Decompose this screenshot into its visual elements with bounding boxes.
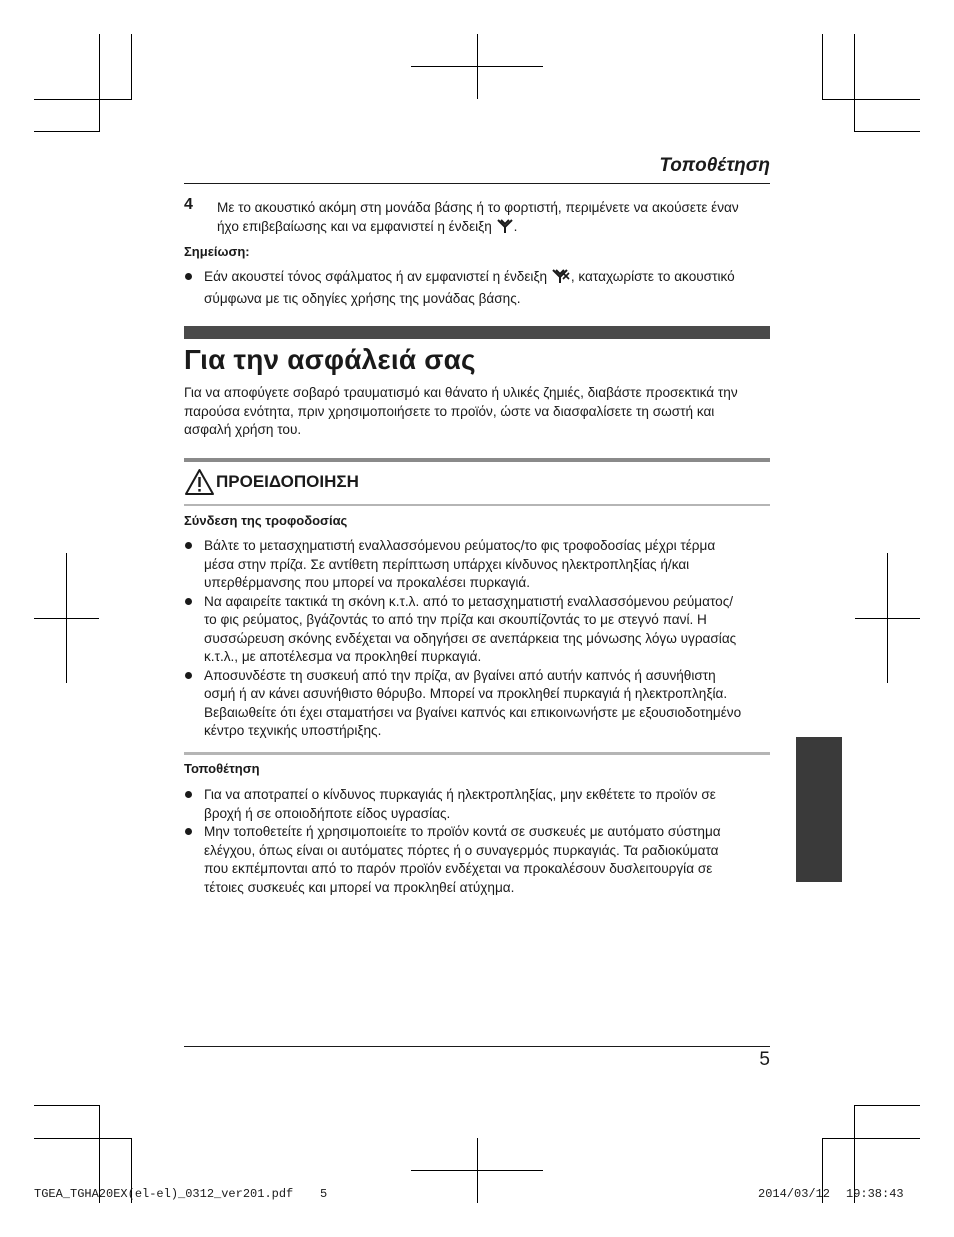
print-date: 2014/03/12 — [758, 1187, 831, 1201]
installation-heading: Τοποθέτηση — [184, 761, 260, 776]
power-heading: Σύνδεση της τροφοδοσίας — [184, 513, 348, 528]
bullet-icon — [185, 828, 192, 835]
warning-label: ΠΡΟΕΙΔΟΠΟΙΗΣΗ — [216, 472, 359, 491]
print-file: TGEA_TGHA20EX(el-el)_0312_ver201.pdf — [34, 1187, 294, 1201]
print-time: 19:38:43 — [846, 1187, 904, 1201]
footer-rule — [184, 1046, 770, 1047]
warning-triangle-icon — [184, 468, 215, 501]
warning-bottom-rule — [184, 504, 770, 506]
power-list — [184, 537, 774, 741]
step-line-2: ήχο επιβεβαίωσης και να εμφανιστεί η ένδειξη . — [217, 218, 777, 240]
list-item: Να αφαιρείτε τακτικά τη σκόνη κ.τ.λ. από το μετασχηματιστή εναλλασσόμενου ρεύματος/ το φις ρεύματος, βγάζοντάς το από την πρίζα και σκουπίζοντάς το με στεγνό πανί. Η συσσώρευση σκόνης ενδέχεται να οδηγήσει σε ανεπάρκεια της μόνωσης λόγω υγρασίας κ.τ.λ., με αποτέλεσμα να προκληθεί πυρκαγιά. — [184, 593, 774, 667]
intro-line: ασφαλή χρήση του. — [184, 422, 302, 437]
list-item: Αποσυνδέστε τη συσκευή από την πρίζα, αν βγαίνει από αυτήν καπνός ή ασυνήθιστη οσμή ή αν κάνει ασυνήθιστο θόρυβο. Μπορεί να προκληθεί πυρκαγιά ή ηλεκτροπληξία. Βεβαιωθείτε ότι έχει σταματήσει να βγαίνει καπνός και επικοινωνήστε με εξουσιοδοτημένο κέντρο τεχνικής υποστήριξης. — [184, 667, 774, 741]
list-item: Για να αποτραπεί ο κίνδυνος πυρκαγιάς ή ηλεκτροπληξίας, μην εκθέτετε το προϊόν σε βροχή ή σε οποιοδήποτε είδος υγρασίας. — [184, 786, 774, 823]
bullet-icon — [185, 598, 192, 605]
header-rule — [184, 183, 770, 184]
page-number: 5 — [759, 1049, 770, 1070]
subsection-rule — [184, 752, 770, 755]
section-title: Για την ασφάλειά σας — [184, 344, 476, 375]
step-text — [217, 199, 777, 239]
installation-list — [184, 786, 774, 897]
note-label: Σημείωση: — [184, 244, 250, 259]
antenna-icon — [497, 218, 513, 240]
bullet-icon — [185, 791, 192, 798]
intro-line: παρούσα ενότητα, πριν χρησιμοποιήσετε το προϊόν, ώστε να διασφαλίσετε τη σωστή και — [184, 403, 715, 419]
list-item: Μην τοποθετείτε ή χρησιμοποιείτε το προϊόν κοντά σε συσκευές με αυτόματο σύστημα ελέγχου, όπως είναι οι αυτόματες πόρτες ή ο συναγερμός πυρκαγιάς. Τα ραδιοκύματα που εκπέμπονται από το παρόν προϊόν ενδέχεται να προκαλέσουν δυσλειτουργία σε τέτοιες συσκευές και μπορεί να προκληθεί ατύχημα. — [184, 823, 774, 897]
bullet-icon — [185, 273, 192, 280]
list-item: Εάν ακουστεί τόνος σφάλματος ή αν εμφανιστεί η ένδειξη , καταχωρίστε το ακουστικό σύμφωνα με τις οδηγίες χρήσης της μονάδας βάσης. — [184, 268, 774, 308]
bullet-icon — [185, 672, 192, 679]
note-list — [184, 268, 774, 308]
print-page: 5 — [320, 1187, 328, 1201]
step-line-1: Με το ακουστικό ακόμη στη μονάδα βάσης ή το φορτιστή, περιμένετε να ακούσετε έναν — [217, 200, 739, 215]
warning-top-rule — [184, 458, 770, 462]
step-number: 4 — [184, 196, 193, 213]
safety-intro — [184, 384, 774, 440]
bullet-icon — [185, 542, 192, 549]
running-header: Τοποθέτηση — [659, 155, 770, 176]
list-item: Βάλτε το μετασχηματιστή εναλλασσόμενου ρεύματος/το φις τροφοδοσίας μέχρι τέρμα μέσα στην πρίζα. Σε αντίθετη περίπτωση υπάρχει κίνδυνος ηλεκτροπληξίας ή/και υπερθέρμανσης που μπορεί να προκαλέσει πυρκαγιά. — [184, 537, 774, 593]
antenna-blocked-icon — [552, 268, 570, 290]
side-tab — [796, 737, 842, 882]
section-bar — [184, 326, 770, 339]
intro-line: Για να αποφύγετε σοβαρό τραυματισμό και θάνατο ή υλικές ζημιές, διαβάστε προσεκτικά την — [184, 385, 738, 400]
